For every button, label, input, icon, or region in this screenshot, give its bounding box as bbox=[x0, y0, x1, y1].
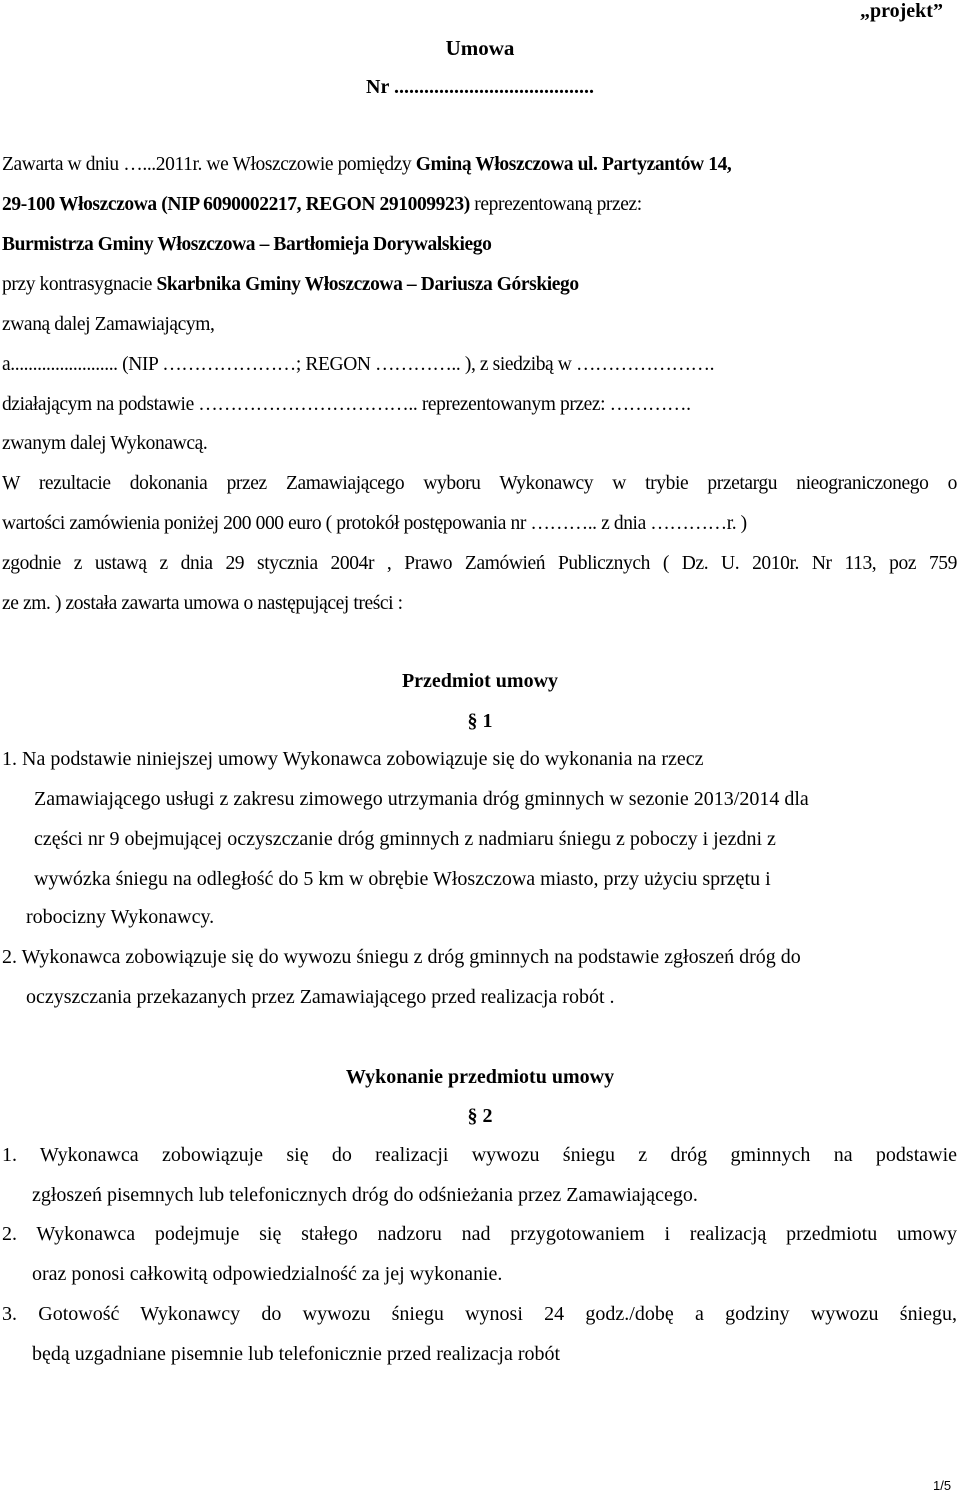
section-2-item-2-line-1: 2. Wykonawca podejmuje się stałego nadzoru nad przygotowaniem i realizacją przedmiotu umowy bbox=[2, 1223, 957, 1245]
parties-line-1 bbox=[2, 154, 731, 176]
section-1-item-1-line-1: 1. Na podstawie niniejszej umowy Wykonawca zobowiązuje się do wykonania na rzecz bbox=[2, 748, 704, 770]
section-2-item-1-line-1: 1. Wykonawca zobowiązuje się do realizacji wywozu śniegu z dróg gminnych na podstawie bbox=[2, 1144, 957, 1166]
parties-line-12: ze zm. ) została zawarta umowa o następującej treści : bbox=[2, 593, 403, 614]
parties-line-11: zgodnie z ustawą z dnia 29 stycznia 2004r , Prawo Zamówień Publicznych ( Dz. U. 2010r. Nr 113, poz 759 bbox=[2, 553, 957, 574]
parties-line-2-text: reprezentowaną przez: bbox=[469, 194, 642, 215]
section-1-item-2-line-2: oczyszczania przekazanych przez Zamawiającego przed realizacja robót . bbox=[26, 986, 615, 1008]
parties-line-9: W rezultacie dokonania przez Zamawiającego wyboru Wykonawcy w trybie przetargu nieograniczonego o bbox=[2, 473, 957, 494]
page-number: 1/5 bbox=[933, 1478, 952, 1493]
section-1-item-2-line-1: 2. Wykonawca zobowiązuje się do wywozu śniegu z dróg gminnych na podstawie zgłoszeń dróg do bbox=[2, 946, 801, 968]
parties-line-8: zwanym dalej Wykonawcą. bbox=[2, 433, 208, 454]
municipality-name: Gminą Włoszczowa ul. Partyzantów 14, bbox=[415, 154, 732, 175]
section-2-item-3-line-1: 3. Gotowość Wykonawcy do wywozu śniegu wynosi 24 godz./dobę a godziny wywozu śniegu, bbox=[2, 1303, 957, 1325]
parties-line-5: zwaną dalej Zamawiającym, bbox=[2, 314, 215, 335]
section-1-heading: Przedmiot umowy bbox=[401, 670, 559, 692]
section-1-paragraph-mark: § 1 bbox=[467, 710, 493, 732]
document-title: Umowa bbox=[445, 36, 515, 60]
parties-line-2 bbox=[2, 194, 642, 216]
section-2-item-2-line-2: oraz ponosi całkowitą odpowiedzialność za jej wykonanie. bbox=[32, 1263, 503, 1285]
section-1-item-1-line-2: Zamawiającego usługi z zakresu zimowego utrzymania dróg gminnych w sezonie 2013/2014 dla bbox=[34, 788, 809, 810]
municipality-ids: 29-100 Włoszczowa (NIP 6090002217, REGON 291009923) bbox=[2, 194, 470, 215]
mayor-representative: Burmistrza Gminy Włoszczowa – Bartłomieja Dorywalskiego bbox=[2, 234, 492, 255]
parties-line-4 bbox=[2, 274, 579, 296]
project-mark: „projekt” bbox=[860, 0, 943, 22]
section-2-item-1-line-2: zgłoszeń pisemnych lub telefonicznych dróg do odśnieżania przez Zamawiającego. bbox=[32, 1184, 698, 1206]
section-2-heading: Wykonanie przedmiotu umowy bbox=[345, 1066, 615, 1088]
parties-line-4-text: przy kontrasygnacie bbox=[2, 274, 157, 295]
section-1-item-1-line-4: wywózka śniegu na odległość do 5 km w obrębie Włoszczowa miasto, przy użyciu sprzętu i bbox=[34, 868, 771, 890]
treasurer-name: Skarbnika Gminy Włoszczowa – Dariusza Górskiego bbox=[156, 274, 579, 295]
section-1-item-1-line-5: robocizny Wykonawcy. bbox=[26, 906, 215, 928]
parties-line-6: a........................ (NIP …………………; REGON ………….. ), z siedzibą w …………………. bbox=[2, 354, 715, 375]
contract-number: Nr ........................................ bbox=[366, 76, 594, 98]
parties-line-7: działającym na podstawie …………………………….. reprezentowanym przez: …………. bbox=[2, 394, 691, 415]
section-1-item-1-line-3: części nr 9 obejmującej oczyszczanie dróg gminnych z nadmiaru śniegu z poboczy i jezdni z bbox=[34, 828, 776, 850]
parties-line-1-text: Zawarta w dniu …...2011r. we Włoszczowie pomiędzy bbox=[2, 154, 416, 175]
parties-line-10: wartości zamówienia poniżej 200 000 euro ( protokół postępowania nr ……….. z dnia …………r. ) bbox=[2, 513, 747, 534]
section-2-item-3-line-2: będą uzgadniane pisemnie lub telefonicznie przed realizacja robót bbox=[32, 1343, 561, 1365]
section-2-paragraph-mark: § 2 bbox=[467, 1105, 493, 1127]
